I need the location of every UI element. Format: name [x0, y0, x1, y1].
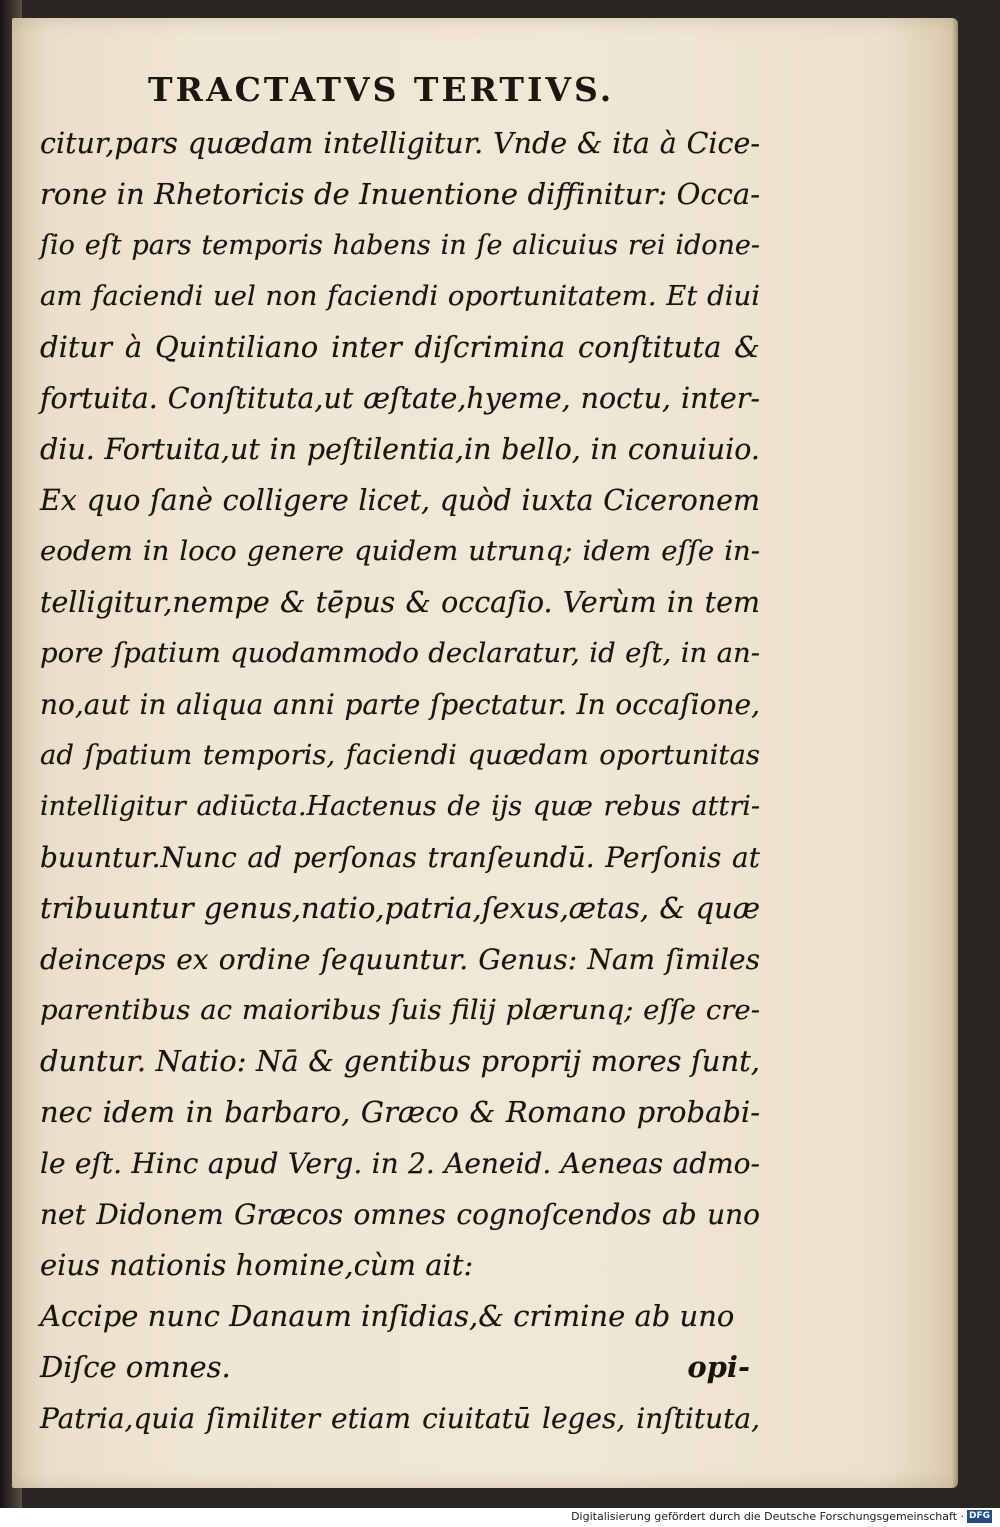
text-line: telligitur,nempe & tēpus & occaſio. Verùm in tem: [40, 586, 760, 619]
text-line: fortuita. Conſtituta,ut æſtate,hyeme, noctu, inter-: [40, 382, 760, 415]
verse-line: Diſce omnes.: [40, 1350, 231, 1384]
text-line: le eſt. Hinc apud Verg. in 2. Aeneid. Aeneas admo-: [40, 1147, 760, 1180]
text-line: citur,pars quædam intelligitur. Vnde & ita à Cice-: [40, 127, 760, 160]
text-line: tribuuntur genus,natio,patria,ſexus,ætas, & quæ: [40, 891, 760, 925]
digitization-credit: Digitalisierung gefördert durch die Deutsche Forschungsgemeinschaft ·: [571, 1510, 964, 1523]
running-head: TRACTATVS TERTIVS.: [148, 70, 615, 109]
text-line: ad ſpatium temporis, faciendi quædam oportunitas: [40, 739, 760, 771]
text-line: buuntur.Nunc ad perſonas tranſeundū. Perſonis at: [40, 841, 760, 874]
text-line: eodem in loco genere quidem utrunq; idem eſſe in-: [40, 535, 760, 567]
verse-line: Accipe nunc Danaum inſidias,& crimine ab uno: [40, 1299, 735, 1333]
text-line: am faciendi uel non faciendi oportunitatem. Et diui: [40, 280, 760, 312]
text-line: ſio eſt pars temporis habens in ſe alicuius rei idone-: [40, 230, 760, 261]
text-line: intelligitur adiūcta.Hactenus de ijs quæ rebus attri-: [40, 791, 760, 822]
text-line: diu. Fortuita,ut in peſtilentia,in bello, in conuiuio.: [40, 433, 760, 466]
text-line: parentibus ac maioribus ſuis filij plærunq; eſſe cre-: [40, 994, 760, 1026]
text-line: eius nationis homine,cùm ait:: [40, 1248, 474, 1282]
text-line: nec idem in barbaro, Græco & Romano probabi-: [40, 1095, 760, 1129]
text-line: no,aut in aliqua anni parte ſpectatur. In occaſione,: [40, 688, 760, 721]
dfg-logo: DFG: [968, 1511, 990, 1521]
text-line: ditur à Quintiliano inter diſcrimina conſtituta &: [40, 330, 760, 364]
text-block: [40, 118, 760, 1444]
catchword: opi-: [687, 1350, 750, 1384]
text-line: pore ſpatium quodammodo declaratur, id eſt, in an-: [40, 637, 760, 669]
text-line: Ex quo ſanè colligere licet, quòd iuxta Ciceronem: [40, 484, 760, 517]
text-line: rone in Rhetoricis de Inuentione diffinitur: Occa-: [40, 177, 760, 211]
text-line: Patria,quia ſimiliter etiam ciuitatū leges, inſtituta,: [40, 1402, 760, 1435]
text-line: net Didonem Græcos omnes cognoſcendos ab uno: [40, 1198, 760, 1231]
text-line: deinceps ex ordine ſequuntur. Genus: Nam ſimiles: [40, 943, 760, 976]
page-edge-shadow: [952, 18, 958, 1488]
text-line: duntur. Natio: Nā & gentibus proprij mores ſunt,: [40, 1044, 760, 1078]
